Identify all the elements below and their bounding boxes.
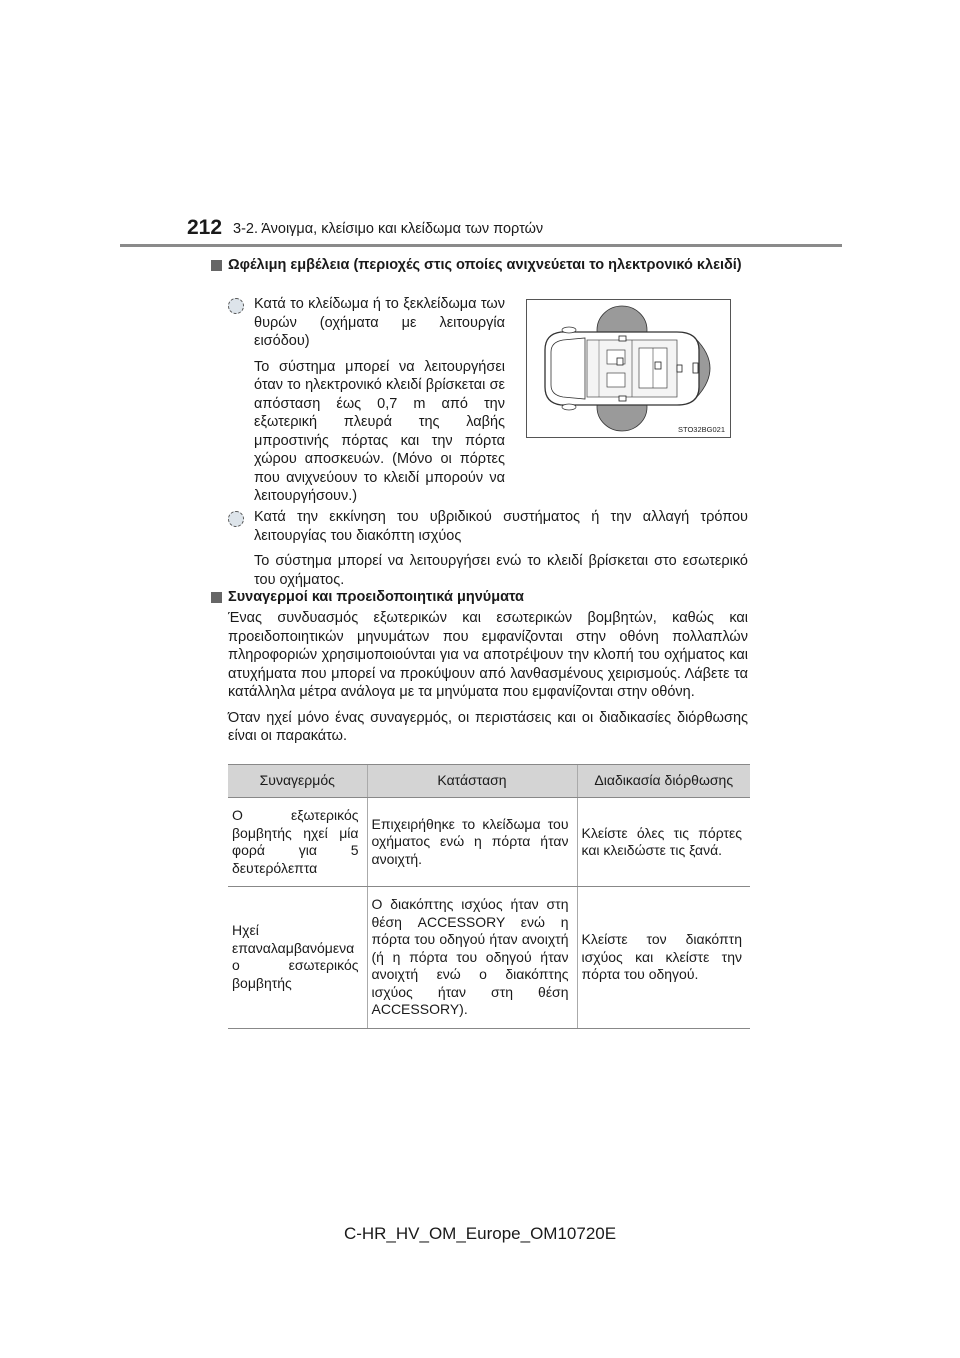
column-header: Συναγερμός [228, 765, 367, 798]
table-row [228, 798, 750, 887]
item-locking-text: Το σύστημα μπορεί να λειτουργήσει όταν το ηλεκτρονικό κλειδί βρίσκεται σε απόσταση έως 0,7 m από την εξωτερική πλευρά της λαβής μπροστινής πόρτας και την πόρτα χώρου αποσκευών. (Μόνο οι πόρτες που ανιχνεύουν το κλειδί μπορούν να λειτουργήσουν.) [254, 358, 505, 504]
alarms-paragraph-1: Ένας συνδυασμός εξωτερικών και εσωτερικών βομβητών, καθώς και προειδοποιητικών μηνυμάτων που εμφανίζονται στην οθόνη πολλαπλών πληροφοριών χρησιμοποιούνται για να αποτρέψουν την κλοπή του οχήματος και ατυχήματα που μπορεί να προκύψουν από λανθασμένους χειρισμούς. Λάβετε τα κατάλληλα μέτρα ανάλογα με τα μηνύματα που εμφανίζονται στην οθόνη. [228, 610, 748, 700]
header-divider [120, 244, 842, 247]
item-locking-title: Κατά το κλείδωμα ή το ξεκλείδωμα των θυρών (οχήματα με λειτουργία εισόδου) [254, 296, 505, 349]
diagram-code-label: STO32BG021 [678, 425, 725, 434]
heading-square-icon [211, 260, 222, 271]
item-locking-range [254, 295, 505, 513]
item-start-title: Κατά την εκκίνηση του υβριδικού συστήματος ή την αλλαγή τρόπου λειτουργίας του διακόπτη ισχύος [254, 509, 748, 544]
table-cell: Ηχεί επαναλαμβανόμενα ο εσωτερικός βομβητής [228, 887, 367, 1029]
table-cell: Ο εξωτερικός βομβητής ηχεί μία φορά για 5 δευτερόλεπτα [228, 798, 367, 887]
alarms-intro [228, 609, 748, 753]
page-number: 212 [187, 216, 223, 239]
heading-square-icon [211, 592, 222, 603]
table-cell: Κλείστε όλες τις πόρτες και κλειδώστε τις ξανά. [577, 798, 750, 887]
table-cell: Επιχειρήθηκε το κλείδωμα του οχήματος ενώ η πόρτα ήταν ανοιχτή. [367, 798, 577, 887]
section-heading-range: Ωφέλιμη εμβέλεια (περιοχές στις οποίες ανιχνεύεται το ηλεκτρονικό κλειδί) [228, 257, 742, 273]
item-start-text: Το σύστημα μπορεί να λειτουργήσει ενώ το κλειδί βρίσκεται στο εσωτερικό του οχήματος. [254, 553, 748, 588]
alarms-paragraph-2: Όταν ηχεί μόνο ένας συναγερμός, οι περιστάσεις και οι διαδικασίες διόρθωσης είναι οι παρακάτω. [228, 709, 748, 744]
section-heading-alarms: Συναγερμοί και προειδοποιητικά μηνύματα [228, 589, 524, 605]
table-header-row [228, 765, 750, 798]
item-start-range [254, 508, 748, 596]
section-title: 3-2. Άνοιγμα, κλείσιμο και κλείδωμα των πορτών [233, 221, 544, 237]
detection-range-diagram [526, 299, 731, 438]
table-cell: Κλείστε τον διακόπτη ισχύος και κλείστε την πόρτα του οδηγού. [577, 887, 750, 1029]
alarm-table [228, 764, 750, 1029]
table-row [228, 887, 750, 1029]
column-header: Κατάσταση [367, 765, 577, 798]
car-topview-illustration [527, 300, 730, 437]
column-header: Διαδικασία διόρθωσης [577, 765, 750, 798]
table-cell: Ο διακόπτης ισχύος ήταν στη θέση ACCESSORY ενώ η πόρτα του οδηγού ήταν ανοιχτή (ή η πόρτα του οδηγού ήταν ανοιχτή ενώ ο διακόπτης ισχύος ήταν στη θέση ACCESSORY). [367, 887, 577, 1029]
dashed-circle-icon [228, 298, 244, 314]
document-code-footer: C-HR_HV_OM_Europe_OM10720E [343, 1224, 617, 1243]
dashed-circle-icon [228, 511, 244, 527]
